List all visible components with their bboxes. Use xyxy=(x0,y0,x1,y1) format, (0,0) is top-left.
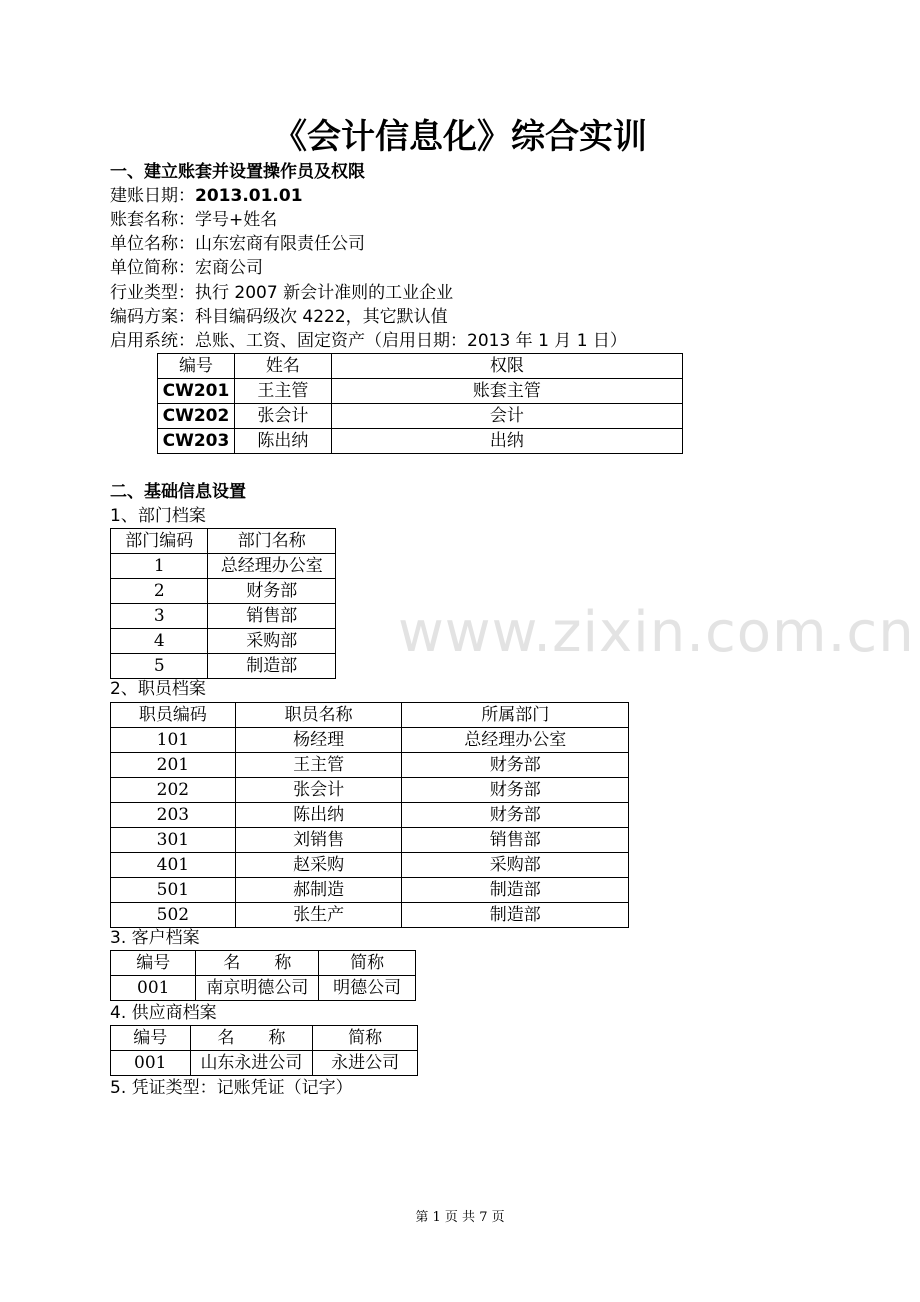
table-header: 部门名称 xyxy=(208,529,336,554)
table-cell: 赵采购 xyxy=(235,853,402,878)
table-cell: CW202 xyxy=(158,404,235,429)
table-cell: 账套主管 xyxy=(331,379,682,404)
table-row xyxy=(111,778,629,803)
table-cell: 张会计 xyxy=(235,778,402,803)
table-cell: 4 xyxy=(111,629,208,654)
table-header: 部门编码 xyxy=(111,529,208,554)
table-cell: 销售部 xyxy=(402,828,629,853)
table-cell: 财务部 xyxy=(208,579,336,604)
staff-heading: 2、职员档案 xyxy=(110,679,206,699)
table-cell: 财务部 xyxy=(402,778,629,803)
table-header: 职员编码 xyxy=(111,703,236,728)
voucher-type-line: 5. 凭证类型：记账凭证（记字） xyxy=(110,1078,353,1098)
table-cell: 301 xyxy=(111,828,236,853)
table-cell: 501 xyxy=(111,878,236,903)
supplier-heading: 4. 供应商档案 xyxy=(110,1003,217,1023)
table-header-row xyxy=(158,354,683,379)
table-header: 所属部门 xyxy=(402,703,629,728)
table-row xyxy=(111,976,416,1001)
table-header: 名 称 xyxy=(190,1026,313,1051)
table-cell: 5 xyxy=(111,654,208,679)
table-cell: 101 xyxy=(111,728,236,753)
table-row xyxy=(111,803,629,828)
info-line: 账套名称：学号+姓名 xyxy=(110,210,278,230)
table-header: 编号 xyxy=(111,1026,191,1051)
table-cell: 采购部 xyxy=(208,629,336,654)
table-cell: 王主管 xyxy=(234,379,331,404)
table-header-row xyxy=(111,529,336,554)
table-cell: 采购部 xyxy=(402,853,629,878)
table-cell: 张生产 xyxy=(235,903,402,928)
table-header-row xyxy=(111,951,416,976)
section2-heading: 二、基础信息设置 xyxy=(110,482,246,502)
table-row xyxy=(111,629,336,654)
table-cell: 制造部 xyxy=(402,878,629,903)
table-row xyxy=(158,429,683,454)
info-line: 启用系统：总账、工资、固定资产（启用日期：2013 年 1 月 1 日） xyxy=(110,331,627,351)
table-row xyxy=(111,903,629,928)
department-table xyxy=(110,528,336,679)
supplier-table xyxy=(110,1025,418,1076)
table-row xyxy=(111,753,629,778)
table-row xyxy=(111,1051,418,1076)
table-header-row xyxy=(111,1026,418,1051)
table-cell: 201 xyxy=(111,753,236,778)
table-row xyxy=(158,404,683,429)
watermark: www.zixin.com.cn xyxy=(398,600,915,665)
table-cell: 401 xyxy=(111,853,236,878)
table-cell: 销售部 xyxy=(208,604,336,629)
info-line: 单位名称：山东宏商有限责任公司 xyxy=(110,234,365,254)
table-cell: 陈出纳 xyxy=(235,803,402,828)
table-row xyxy=(111,604,336,629)
section1-heading: 一、建立账套并设置操作员及权限 xyxy=(110,162,365,182)
table-cell: 总经理办公室 xyxy=(208,554,336,579)
info-line: 行业类型：执行 2007 新会计准则的工业企业 xyxy=(110,283,454,303)
customer-table xyxy=(110,950,416,1001)
table-cell: 郝制造 xyxy=(235,878,402,903)
table-cell: 杨经理 xyxy=(235,728,402,753)
table-cell: 1 xyxy=(111,554,208,579)
table-cell: 2 xyxy=(111,579,208,604)
table-cell: 制造部 xyxy=(402,903,629,928)
info-line: 建账日期：2013.01.01 xyxy=(110,186,303,206)
table-cell: CW201 xyxy=(158,379,235,404)
table-row xyxy=(111,853,629,878)
table-cell: 明德公司 xyxy=(319,976,416,1001)
table-header: 权限 xyxy=(331,354,682,379)
table-cell: 3 xyxy=(111,604,208,629)
table-cell: 永进公司 xyxy=(313,1051,418,1076)
table-cell: 陈出纳 xyxy=(234,429,331,454)
table-cell: 财务部 xyxy=(402,803,629,828)
table-cell: 202 xyxy=(111,778,236,803)
table-cell: 山东永进公司 xyxy=(190,1051,313,1076)
table-cell: 001 xyxy=(111,1051,191,1076)
dept-heading: 1、部门档案 xyxy=(110,506,206,526)
table-cell: 王主管 xyxy=(235,753,402,778)
info-line: 编码方案：科目编码级次 4222，其它默认值 xyxy=(110,307,448,327)
table-cell: 制造部 xyxy=(208,654,336,679)
table-header: 名 称 xyxy=(196,951,319,976)
table-row xyxy=(111,554,336,579)
table-row xyxy=(111,579,336,604)
page-footer: 第 1 页 共 7 页 xyxy=(415,1210,505,1225)
table-cell: 会计 xyxy=(331,404,682,429)
staff-table xyxy=(110,702,629,928)
table-header: 姓名 xyxy=(234,354,331,379)
table-cell: 张会计 xyxy=(234,404,331,429)
table-cell: 001 xyxy=(111,976,196,1001)
table-header-row xyxy=(111,703,629,728)
table-cell: 南京明德公司 xyxy=(196,976,319,1001)
table-header: 简称 xyxy=(319,951,416,976)
document-title: 《会计信息化》综合实训 xyxy=(273,117,647,157)
table-cell: 总经理办公室 xyxy=(402,728,629,753)
table-cell: CW203 xyxy=(158,429,235,454)
table-row xyxy=(158,379,683,404)
table-cell: 刘销售 xyxy=(235,828,402,853)
table-row xyxy=(111,828,629,853)
table-cell: 502 xyxy=(111,903,236,928)
table-row xyxy=(111,878,629,903)
table-header: 编号 xyxy=(158,354,235,379)
table-cell: 203 xyxy=(111,803,236,828)
customer-heading: 3. 客户档案 xyxy=(110,928,200,948)
table-header: 职员名称 xyxy=(235,703,402,728)
operator-table xyxy=(157,353,683,454)
table-header: 简称 xyxy=(313,1026,418,1051)
table-cell: 出纳 xyxy=(331,429,682,454)
table-header: 编号 xyxy=(111,951,196,976)
table-row xyxy=(111,728,629,753)
info-line: 单位简称：宏商公司 xyxy=(110,258,263,278)
table-cell: 财务部 xyxy=(402,753,629,778)
table-row xyxy=(111,654,336,679)
